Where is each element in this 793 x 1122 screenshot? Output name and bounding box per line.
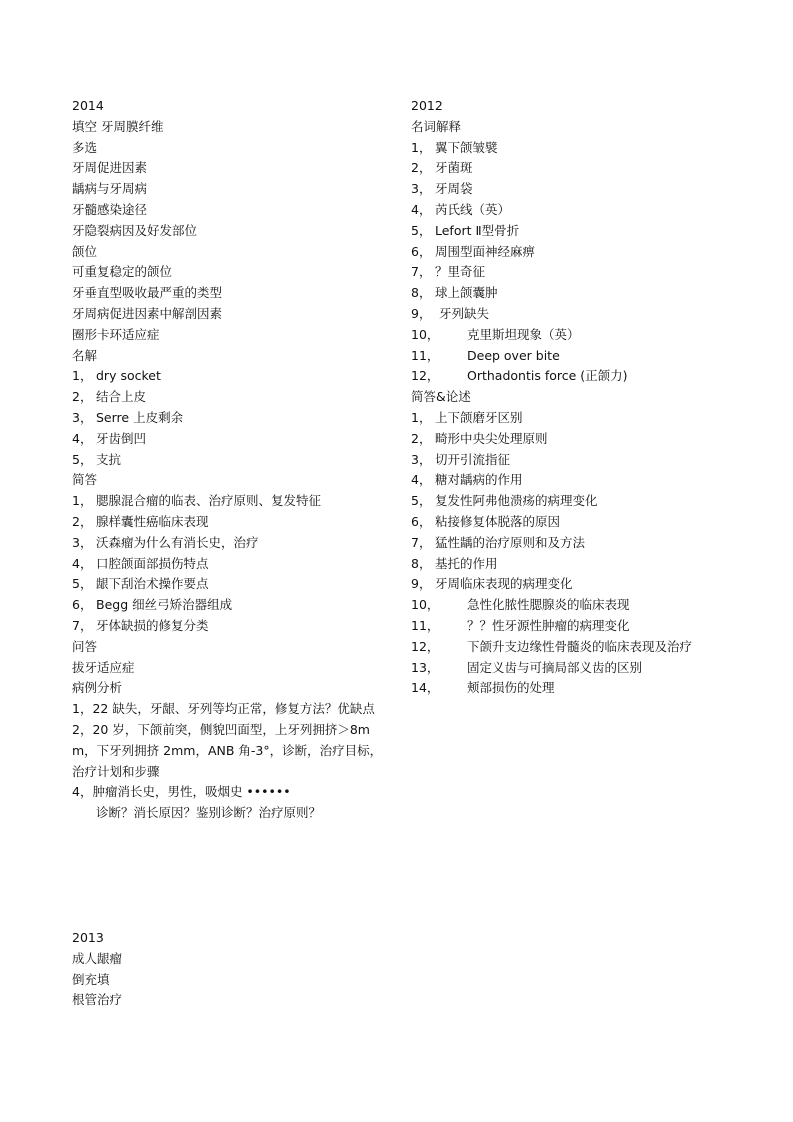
list-item bbox=[72, 533, 390, 554]
list-item bbox=[411, 512, 741, 533]
list-item bbox=[411, 138, 741, 159]
item-text: 牙周袋 bbox=[435, 181, 473, 197]
left-column-2014 bbox=[72, 96, 390, 824]
item-number: 1， bbox=[72, 493, 93, 509]
item-text: 牙齿倒凹 bbox=[96, 430, 147, 446]
item-number: 6， bbox=[72, 597, 93, 613]
list-item bbox=[411, 158, 741, 179]
item-number: 3， bbox=[72, 534, 93, 550]
list-item bbox=[72, 408, 390, 429]
item-number: 2， bbox=[72, 389, 93, 405]
list-item bbox=[72, 595, 390, 616]
item-number: 2， bbox=[411, 430, 432, 446]
item-number: 4， bbox=[411, 472, 432, 488]
item-number: 5， bbox=[72, 576, 93, 592]
list-item bbox=[411, 450, 741, 471]
item-text: 周围型面神经麻痹 bbox=[435, 243, 536, 259]
section-heading-short-answer: 简答 bbox=[72, 472, 98, 488]
list-item bbox=[411, 658, 741, 679]
item-number: 6， bbox=[411, 243, 432, 259]
year-heading-2012: 2012 bbox=[411, 98, 443, 113]
item-text: Deep over bite bbox=[467, 347, 560, 363]
item-number: 5， bbox=[72, 451, 93, 467]
item-text: Serre 上皮剩余 bbox=[96, 409, 184, 425]
item-number: 7， bbox=[411, 264, 432, 280]
list-item bbox=[411, 408, 741, 429]
item-number: 5， bbox=[411, 493, 432, 509]
item-number: 4， bbox=[411, 201, 432, 217]
list-item bbox=[411, 616, 741, 637]
topic-line: 多选 bbox=[72, 139, 98, 155]
list-item bbox=[411, 678, 741, 699]
item-number: 2， bbox=[72, 513, 93, 529]
list-item bbox=[72, 387, 390, 408]
item-text: 基托的作用 bbox=[435, 555, 498, 571]
item-number: 7， bbox=[72, 617, 93, 633]
list-item bbox=[411, 283, 741, 304]
topic-line: 牙周促进因素 bbox=[72, 160, 148, 176]
item-text: 芮氏线（英） bbox=[435, 201, 511, 217]
list-item bbox=[72, 616, 390, 637]
item-text: 牙体缺损的修复分类 bbox=[96, 617, 209, 633]
list-item bbox=[72, 574, 390, 595]
list-item bbox=[411, 200, 741, 221]
case-item: 1，22 缺失，牙龈、牙列等均正常，修复方法？优缺点 bbox=[72, 701, 375, 717]
list-item bbox=[411, 262, 741, 283]
item-number: 1， bbox=[72, 368, 93, 384]
item-text: 翼下颌皱襞 bbox=[435, 139, 498, 155]
topic-line: 牙髓感染途径 bbox=[72, 201, 148, 217]
list-item bbox=[72, 491, 390, 512]
item-text: 牙列缺失 bbox=[435, 305, 489, 321]
topic-line: 牙隐裂病因及好发部位 bbox=[72, 222, 198, 238]
list-item bbox=[411, 491, 741, 512]
item-text: 结合上皮 bbox=[96, 389, 147, 405]
topic-line: 成人龈瘤 bbox=[72, 950, 123, 966]
topic-line: 倒充填 bbox=[72, 971, 110, 987]
list-item bbox=[411, 554, 741, 575]
section-heading-qa: 问答 bbox=[72, 638, 98, 654]
list-item bbox=[411, 179, 741, 200]
item-text: 腺样囊性癌临床表现 bbox=[96, 513, 209, 529]
topic-line: 牙垂直型吸收最严重的类型 bbox=[72, 285, 223, 301]
item-number: 5， bbox=[411, 222, 432, 238]
item-text: Orthadontis force (正颌力) bbox=[467, 368, 628, 384]
item-text: 上下颌磨牙区别 bbox=[435, 409, 523, 425]
item-number: 3， bbox=[72, 409, 93, 425]
item-number: 9， bbox=[411, 576, 432, 592]
item-text: 下颌升支边缘性骨髓炎的临床表现及治疗 bbox=[467, 638, 693, 654]
topic-line: 可重复稳定的颌位 bbox=[72, 264, 173, 280]
item-text: 球上颌囊肿 bbox=[435, 285, 498, 301]
list-item bbox=[411, 470, 741, 491]
item-text: 牙周临床表现的病理变化 bbox=[435, 576, 573, 592]
item-text: 龈下刮治术操作要点 bbox=[96, 576, 209, 592]
list-item bbox=[72, 450, 390, 471]
item-number: 2， bbox=[411, 160, 432, 176]
case-questions: 诊断？消长原因？鉴别诊断？治疗原则？ bbox=[96, 805, 322, 821]
item-text: 颊部损伤的处理 bbox=[467, 680, 555, 696]
item-text: 粘接修复体脱落的原因 bbox=[435, 513, 561, 529]
item-text: 腮腺混合瘤的临表、治疗原则、复发特征 bbox=[96, 493, 322, 509]
item-text: ？里奇征 bbox=[435, 264, 486, 280]
list-item bbox=[72, 429, 390, 450]
item-number: 12， bbox=[411, 368, 440, 384]
item-text: ？？性牙源性肿瘤的病理变化 bbox=[467, 617, 630, 633]
year-heading-2014: 2014 bbox=[72, 98, 104, 113]
list-item bbox=[411, 242, 741, 263]
section-2013 bbox=[72, 928, 390, 1011]
item-text: Begg 细丝弓矫治器组成 bbox=[96, 597, 233, 613]
list-item bbox=[411, 429, 741, 450]
list-item bbox=[411, 366, 741, 387]
item-text: 支抗 bbox=[96, 451, 122, 467]
item-number: 7， bbox=[411, 534, 432, 550]
year-heading-2013: 2013 bbox=[72, 930, 104, 945]
item-text: dry socket bbox=[96, 368, 161, 384]
section-heading-essay: 简答&论述 bbox=[411, 389, 471, 405]
list-item bbox=[411, 346, 741, 367]
item-number: 3， bbox=[411, 181, 432, 197]
section-heading-terms: 名词解释 bbox=[411, 118, 462, 134]
topic-line: 颌位 bbox=[72, 243, 98, 259]
topic-line: 根管治疗 bbox=[72, 992, 123, 1008]
item-number: 10， bbox=[411, 597, 440, 613]
item-number: 1， bbox=[411, 139, 432, 155]
item-number: 6， bbox=[411, 513, 432, 529]
topic-line: 龋病与牙周病 bbox=[72, 181, 148, 197]
item-number: 10， bbox=[411, 326, 440, 342]
item-text: 急性化脓性腮腺炎的临床表现 bbox=[467, 597, 630, 613]
list-item bbox=[411, 637, 741, 658]
item-number: 4， bbox=[72, 555, 93, 571]
section-heading-case-analysis: 病例分析 bbox=[72, 680, 123, 696]
item-text: 牙菌斑 bbox=[435, 160, 473, 176]
list-item bbox=[72, 366, 390, 387]
item-number: 12， bbox=[411, 638, 440, 654]
list-item bbox=[72, 512, 390, 533]
item-text: Lefort Ⅱ型骨折 bbox=[435, 222, 520, 238]
item-text: 口腔颌面部损伤特点 bbox=[96, 555, 209, 571]
item-text: 畸形中央尖处理原则 bbox=[435, 430, 548, 446]
case-item: 4，肿瘤消长史，男性，吸烟史 •••••• bbox=[72, 784, 291, 800]
item-text: 固定义齿与可摘局部义齿的区别 bbox=[467, 659, 643, 675]
qa-item: 拔牙适应症 bbox=[72, 659, 135, 675]
item-number: 8， bbox=[411, 285, 432, 301]
item-number: 11， bbox=[411, 617, 440, 633]
item-text: 沃森瘤为什么有消长史，治疗 bbox=[96, 534, 259, 550]
item-text: 克里斯坦现象（英） bbox=[467, 326, 580, 342]
item-text: 复发性阿弗他溃疡的病理变化 bbox=[435, 493, 598, 509]
topic-line: 填空 牙周膜纤维 bbox=[72, 118, 164, 134]
list-item bbox=[411, 595, 741, 616]
list-item bbox=[411, 221, 741, 242]
list-item bbox=[411, 325, 741, 346]
item-number: 9， bbox=[411, 305, 432, 321]
list-item bbox=[411, 533, 741, 554]
list-item bbox=[72, 554, 390, 575]
item-text: 糖对龋病的作用 bbox=[435, 472, 523, 488]
topic-line: 圈形卡环适应症 bbox=[72, 326, 160, 342]
topic-line: 牙周病促进因素中解剖因素 bbox=[72, 305, 223, 321]
list-item bbox=[411, 304, 741, 325]
item-number: 1， bbox=[411, 409, 432, 425]
item-number: 13， bbox=[411, 659, 440, 675]
item-number: 3， bbox=[411, 451, 432, 467]
item-text: 切开引流指征 bbox=[435, 451, 511, 467]
item-number: 11， bbox=[411, 347, 440, 363]
item-text: 猛性龋的治疗原则和及方法 bbox=[435, 534, 586, 550]
case-item: 2，20 岁，下颌前突，侧貌凹面型，上牙列拥挤＞8mm，下牙列拥挤 2mm，ANB 角-3°，诊断，治疗目标，治疗计划和步骤 bbox=[72, 721, 383, 779]
right-column-2012 bbox=[411, 96, 741, 699]
item-number: 8， bbox=[411, 555, 432, 571]
item-number: 4， bbox=[72, 430, 93, 446]
item-number: 14， bbox=[411, 680, 440, 696]
section-heading-terms: 名解 bbox=[72, 347, 98, 363]
list-item bbox=[411, 574, 741, 595]
